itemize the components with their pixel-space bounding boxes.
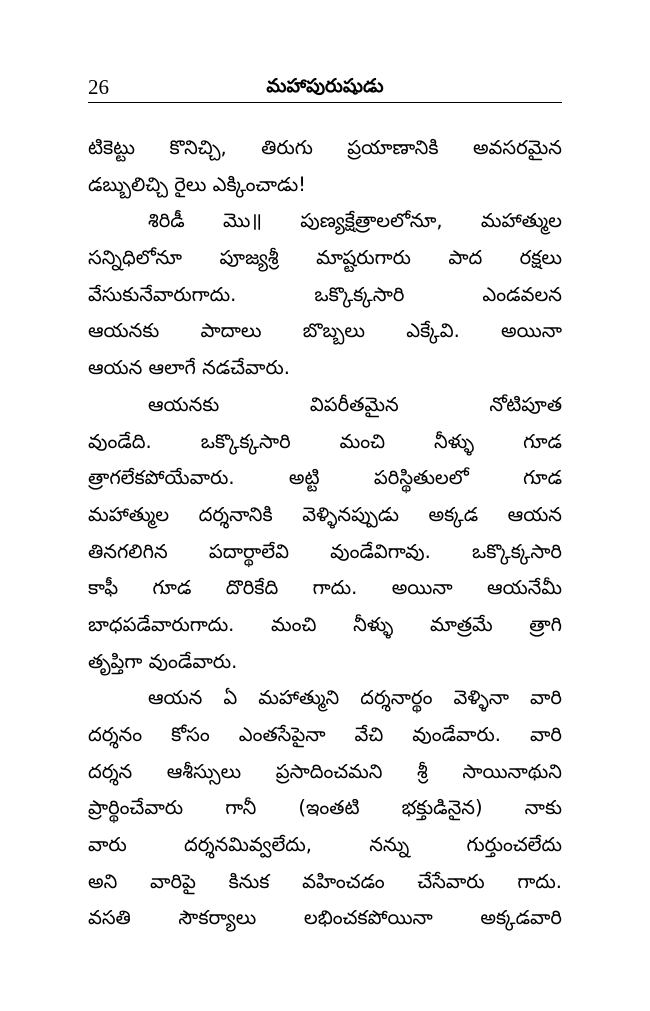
text-line: డబ్బులిచ్చి రైలు ఎక్కించాడు! [88, 172, 307, 196]
paragraph-start-line: ఆయనకు విపరీతమైన నోటిపూత [148, 392, 562, 416]
paragraph-start-line: శిరిడీ మొ॥ పుణ్యక్షేత్రాలలోనూ, మహాత్ముల [148, 209, 562, 233]
text-line: అని వారిపై కినుక వహించడం చేసేవారు గాదు. [88, 869, 562, 893]
text-line: వసతి సౌకర్యాలు లభించకపోయినా అక్కడవారి [88, 906, 562, 930]
text-line: తినగలిగిన పదార్థాలేవి వుండేవిగావు. ఒక్కొక్కసారి [88, 539, 562, 563]
paragraph-start-line: ఆయన ఏ మహాత్ముని దర్శనార్థం వెళ్ళినా వారి [148, 686, 562, 710]
header-divider [88, 102, 562, 103]
text-line: తృప్తిగా వుండేవారు. [88, 649, 238, 673]
text-line: దర్శన ఆశీస్సులు ప్రసాదించమని శ్రీ సాయినాథుని [88, 759, 562, 783]
text-line: మహాత్ముల దర్శనానికి వెళ్ళినప్పుడు అక్కడ ఆయన [88, 502, 562, 526]
running-title: మహాపురుషుడు [266, 75, 384, 97]
text-line: దర్శనం కోసం ఎంతసేపైనా వేచి వుండేవారు. వారి [88, 723, 562, 746]
page-header [88, 72, 562, 102]
text-line: సన్నిధిలోనూ పూజ్యశ్రీ మాష్టరుగారు పాద రక్షలు [88, 246, 562, 270]
page-number: 26 [88, 75, 109, 99]
text-line: కాఫీ గూడ దొరికేది గాదు. అయినా ఆయనేమీ [88, 576, 562, 600]
text-line: ప్రార్థించేవారు గానీ (ఇంతటి భక్తుడినైన) నాకు [88, 796, 562, 820]
text-line: వేసుకునేవారుగాదు. ఒక్కొక్కసారి ఎండవలన [88, 282, 562, 306]
text-line: త్రాగలేకపోయేవారు. అట్టి పరిస్థితులలో గూడ [88, 466, 562, 490]
text-line: టికెట్టు కొనిచ్చి, తిరుగు ప్రయాణానికి అవసరమైన [88, 136, 562, 159]
text-line: ఆయన ఆలాగే నడచేవారు. [88, 356, 290, 380]
text-line: బాధపడేవారుగాదు. మంచి నీళ్ళు మాత్రమే త్రాగి [88, 612, 562, 636]
text-line: వారు దర్శనమివ్వలేదు, నన్ను గుర్తుంచలేదు [88, 833, 562, 857]
text-line: ఆయనకు పాదాలు బొబ్బలు ఎక్కేవి. అయినా [88, 319, 562, 343]
text-line: వుండేది. ఒక్కొక్కసారి మంచి నీళ్ళు గూడ [88, 429, 562, 453]
body-text [88, 130, 562, 937]
